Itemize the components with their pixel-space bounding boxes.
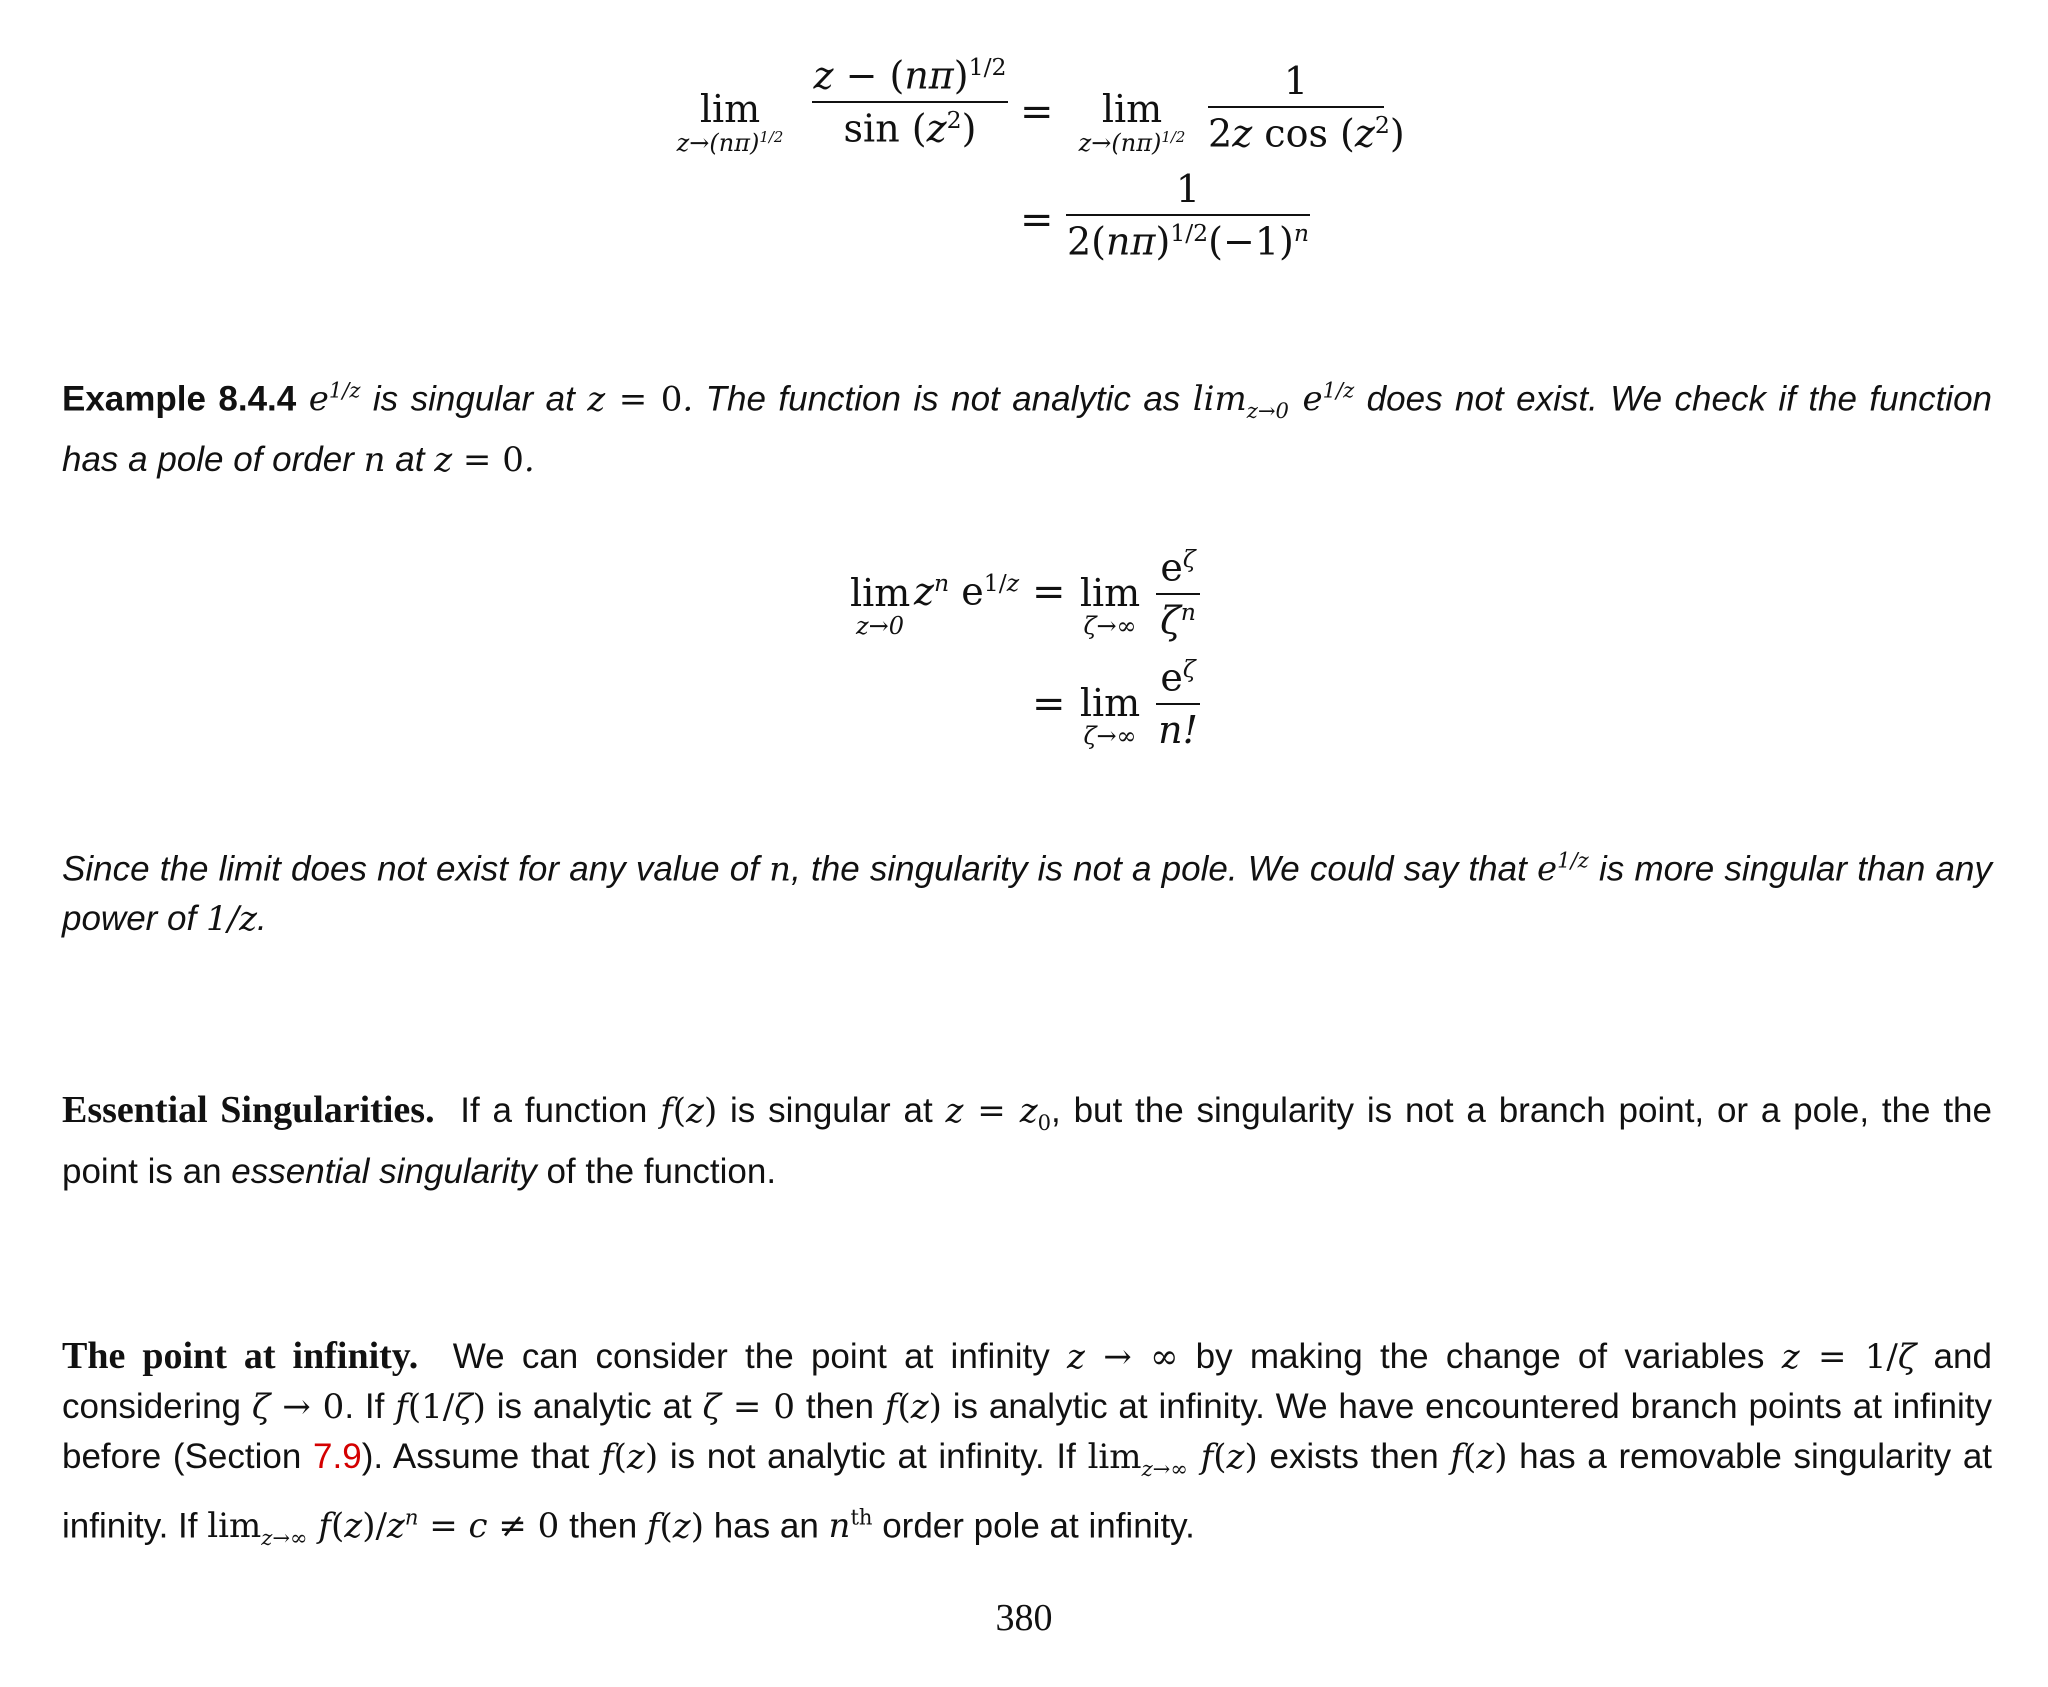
fraction-rhs-2 (1066, 167, 1310, 264)
numerator: $e^\zeta$ (1160, 655, 1196, 700)
denominator: $2(n\pi)^{1/2}(-1)^n$ (1066, 219, 1310, 264)
math-inline: z = 0. (434, 440, 535, 481)
section-link[interactable]: 7.9 (313, 1437, 362, 1476)
text-run: by making the change of variables (1195, 1337, 1765, 1376)
math-inline: $\lim_{z\to\infty} f(z)$ (1087, 1437, 1258, 1481)
limit-operator (660, 87, 800, 157)
emphasis: essential singularity (231, 1151, 537, 1191)
example-paragraph (62, 366, 1992, 485)
text-run: has an (713, 1506, 819, 1546)
numerator: 1 (1283, 59, 1309, 103)
numerator: 1 (1175, 167, 1201, 211)
math-inline: z = 0. (587, 379, 694, 420)
numerator: $e^\zeta$ (1160, 545, 1196, 590)
text-run: , but the singularity is not a branch point, or a pole, the the point is an (62, 1091, 1992, 1191)
math-inline: $\lim_{z\to 0} e^{1/z}$ (1192, 378, 1355, 424)
math-inline: $e^{1/z}$ (308, 378, 361, 420)
lim-text: lim (850, 571, 911, 615)
limit-operator (1062, 87, 1202, 157)
text-run: is more singular than any power of (62, 849, 1992, 939)
math-inline: f(z) (1450, 1437, 1508, 1477)
math-inline: z = 1/ζ (1781, 1337, 1917, 1377)
text-run: Since the limit does not exist for any value of (62, 849, 759, 889)
math-inline: ζ = 0 (702, 1387, 795, 1427)
denominator: $\sin (z^2)$ (843, 105, 977, 151)
text-run: does not exist. We check if the function has a pole of order (62, 379, 1993, 480)
text-run: exists then (1269, 1437, 1439, 1476)
point-at-infinity-paragraph (62, 1332, 1992, 1562)
denominator: n! (1158, 707, 1198, 752)
fraction-bar (1066, 214, 1310, 216)
lim-text: lim (1079, 571, 1141, 615)
limit-subscript: ζ→∞ (1083, 722, 1137, 750)
limit-operator (1070, 681, 1150, 750)
limit-subscript: z→0 (855, 612, 905, 640)
numerator: $z - (n\pi)^{1/2}$ (813, 53, 1007, 98)
denominator: $\zeta^n$ (1160, 597, 1196, 643)
lhs-expression: $z^n$ $e^{1/z}$ (914, 569, 1020, 614)
page-number: 380 (995, 1597, 1053, 1639)
math-inline: f(z) (646, 1506, 704, 1547)
text-run: is analytic at infinity. We have encountered branch points at infinity before (Section (62, 1387, 1993, 1476)
text-run: . If (344, 1387, 385, 1426)
denominator: 2z $\cos (z^2)$ (1208, 111, 1405, 156)
equals-sign: = (1020, 89, 1054, 135)
math-inline: $z = z_0$ (945, 1091, 1052, 1135)
text-run: is not analytic at infinity. If (669, 1437, 1076, 1476)
text-run: The function is not analytic as (705, 379, 1181, 419)
text-run: then (569, 1506, 638, 1546)
math-inline: n (769, 849, 792, 890)
text-run: is singular at (372, 379, 575, 419)
text-run: has a removable singularity at infinity. If (62, 1437, 1993, 1546)
lim-text: lim (1079, 681, 1141, 725)
math-inline: f(z) (884, 1387, 942, 1427)
text-run: then (805, 1387, 874, 1426)
math-inline: ζ → 0 (251, 1387, 345, 1427)
text-run: ). Assume that (361, 1437, 590, 1476)
section-heading: The point at infinity. (62, 1335, 419, 1377)
math-inline: $n^{th}$ (828, 1504, 873, 1547)
fraction-lhs (812, 53, 1008, 151)
limit-operator (850, 571, 911, 640)
fraction-r1 (1156, 545, 1200, 643)
text-run: is singular at (730, 1091, 933, 1130)
text-run: If a function (460, 1091, 648, 1130)
math-inline: n (363, 440, 386, 481)
math-inline: 1/z (205, 899, 257, 940)
text-run: of the function. (546, 1151, 777, 1191)
text-run: is analytic at (496, 1387, 692, 1426)
math-inline: f(z) (601, 1437, 659, 1477)
math-inline: f(1/ζ) (395, 1387, 486, 1427)
section-heading: Essential Singularities. (62, 1089, 435, 1131)
math-inline: $\lim_{z\to\infty} f(z)/z^n = c \ne 0$ (207, 1504, 560, 1550)
fraction-bar (1156, 703, 1200, 705)
fraction-bar (1156, 593, 1200, 595)
fraction-rhs-1 (1208, 59, 1405, 156)
essential-singularities-paragraph (62, 1086, 1992, 1196)
since-paragraph: Since the limit does not exist for any value of n, the singularity is not a pole. We could say that $e^{1/z}$ is more singular than any power of 1/z. (62, 848, 1992, 940)
text-run: We can consider the point at infinity (452, 1337, 1050, 1376)
equals-sign: = (1020, 197, 1054, 243)
limit-operator (1070, 571, 1150, 640)
text-run: order pole at infinity. (882, 1506, 1195, 1546)
math-inline: f(z) (660, 1091, 718, 1131)
lim-text: lim (699, 87, 761, 131)
fraction-bar (812, 101, 1008, 103)
fraction-bar (1208, 106, 1384, 108)
example-label: Example 8.4.4 (62, 379, 297, 419)
limit-subscript: ζ→∞ (1083, 612, 1137, 640)
limit-subscript: $z\to(n\pi)^{1/2}$ (676, 128, 784, 157)
fraction-r2 (1156, 655, 1200, 752)
math-inline: z → ∞ (1067, 1337, 1179, 1377)
text-run: at (395, 440, 425, 480)
equals-sign: = (1032, 569, 1066, 615)
limit-subscript: $z\to(n\pi)^{1/2}$ (1078, 128, 1186, 157)
equals-sign: = (1032, 681, 1066, 727)
lim-text: lim (1101, 87, 1163, 131)
text-run: and considering (62, 1337, 1992, 1426)
text-run: , the singularity is not a pole. We could say that (791, 849, 1527, 889)
math-inline: $e^{1/z}$ (1537, 848, 1589, 890)
